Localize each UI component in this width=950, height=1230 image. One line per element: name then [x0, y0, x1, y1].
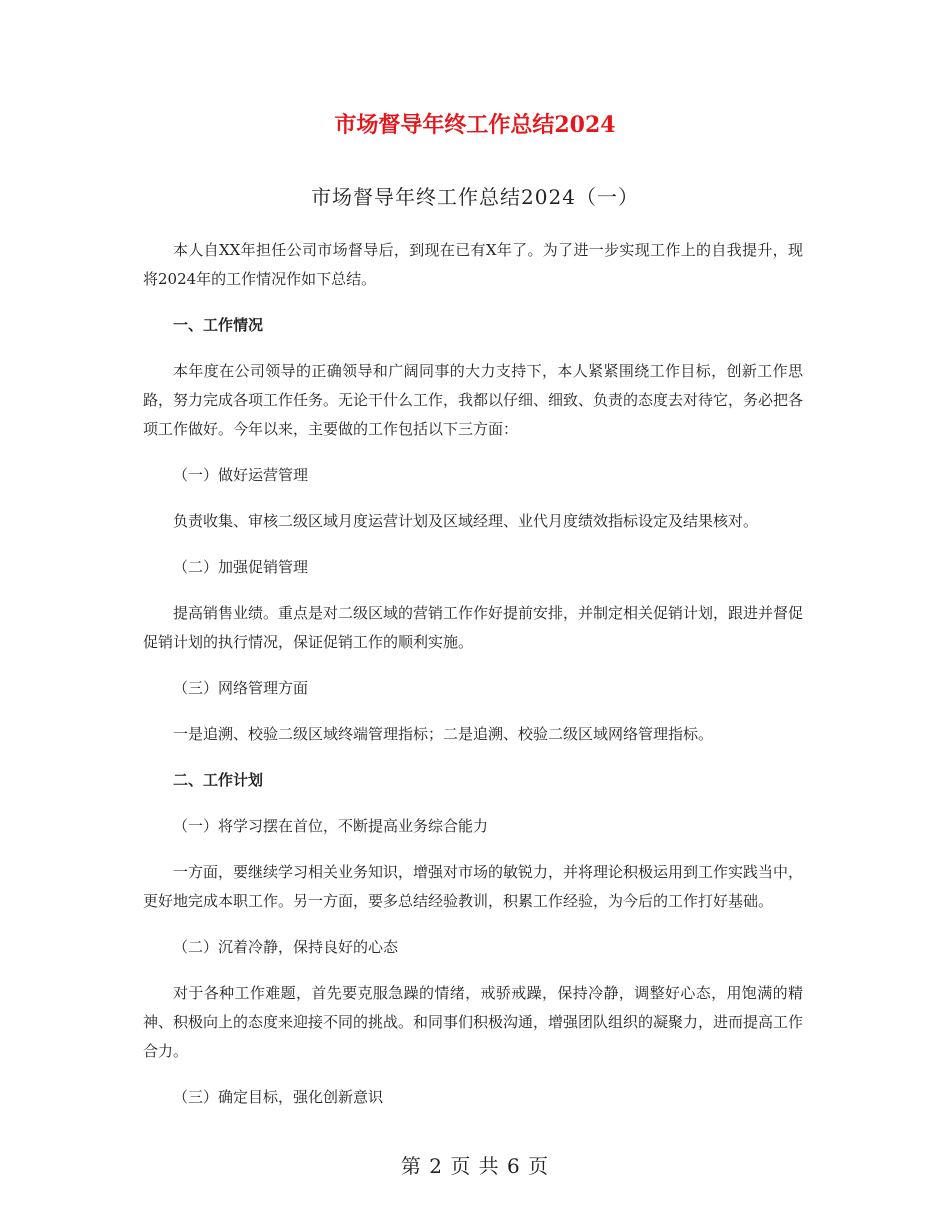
section2-heading: 二、工作计划 — [173, 771, 264, 789]
section1-heading: 一、工作情况 — [173, 316, 264, 334]
section2-item2-subheading: （二）沉着冷静，保持良好的心态 — [173, 938, 399, 956]
section1-item2-text: 提高销售业绩。重点是对二级区域的营销工作作好提前安排，并制定相关促销计划，跟进并督促促销计划的执行情况，保证促销工作的顺利实施。 — [143, 604, 804, 651]
section1-item1-subheading: （一）做好运营管理 — [173, 466, 309, 484]
section1-item2-subheading: （二）加强促销管理 — [173, 558, 309, 576]
section2-item1-subheading: （一）将学习摆在首位，不断提高业务综合能力 — [173, 817, 489, 835]
section2-item2-text: 对于各种工作难题，首先要克服急躁的情绪，戒骄戒躁，保持冷静，调整好心态，用饱满的精神、积极向上的态度来迎接不同的挑战。和同事们积极沟通，增强团队组织的凝聚力，进而提高工作合力。 — [143, 984, 804, 1060]
section1-item3-subheading: （三）网络管理方面 — [173, 679, 309, 697]
document-body — [143, 236, 803, 1112]
section1-paragraph: 本年度在公司领导的正确领导和广阔同事的大力支持下，本人紧紧围绕工作目标，创新工作思路，努力完成各项工作任务。无论干什么工作，我都以仔细、细致、负责的态度去对待它，务必把各项工作做好。今年以来，主要做的工作包括以下三方面： — [143, 362, 804, 438]
section1-item1-text: 负责收集、审核二级区域月度运营计划及区域经理、业代月度绩效指标设定及结果核对。 — [173, 512, 759, 530]
section1-item3-text: 一是追溯、校验二级区域终端管理指标；二是追溯、校验二级区域网络管理指标。 — [173, 725, 714, 743]
page-number-footer: 第 2 页 共 6 页 — [400, 1154, 550, 1178]
document-subtitle: 市场督导年终工作总结2024（一） — [311, 185, 639, 209]
document-title: 市场督导年终工作总结2024 — [334, 112, 616, 138]
intro-paragraph: 本人自XX年担任公司市场督导后，到现在已有X年了。为了进一步实现工作上的自我提升，现将2024年的工作情况作如下总结。 — [143, 241, 803, 288]
section2-item3-subheading: （三）确定目标，强化创新意识 — [173, 1088, 384, 1106]
section2-item1-text: 一方面，要继续学习相关业务知识，增强对市场的敏锐力，并将理论积极运用到工作实践当中，更好地完成本职工作。另一方面，要多总结经验教训，积累工作经验，为今后的工作打好基础。 — [143, 863, 804, 910]
